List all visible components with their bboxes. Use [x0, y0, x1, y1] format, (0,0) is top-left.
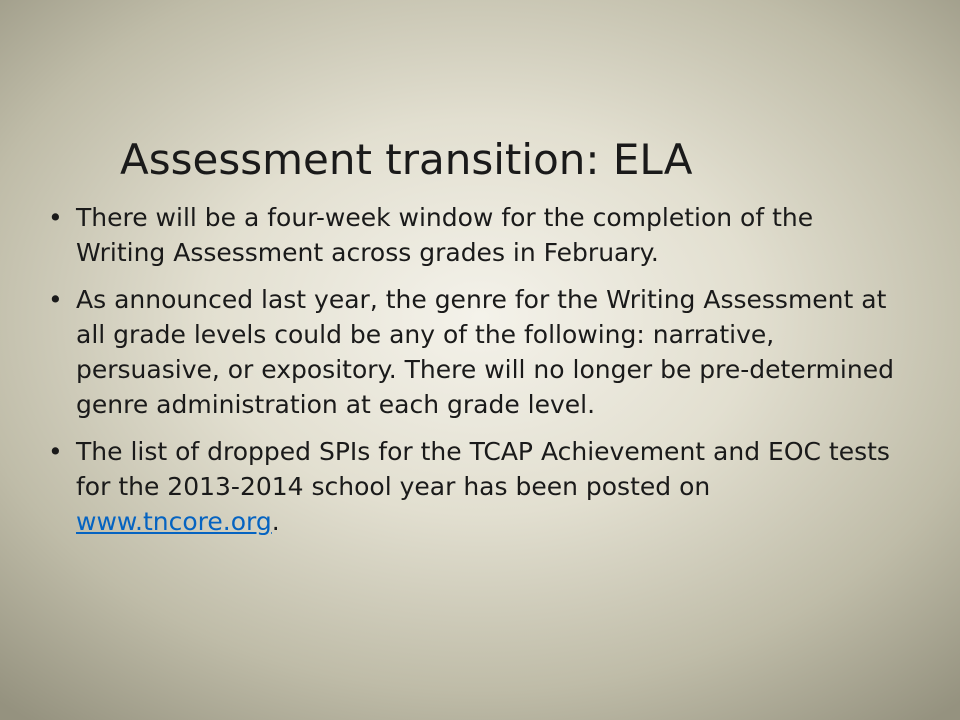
bullet-icon: • — [48, 285, 63, 314]
bullet-text: There will be a four-week window for the completion of the Writing Assessment across grades in February. — [76, 203, 814, 267]
bullet-icon: • — [48, 203, 63, 232]
bullet-item-dropped-spis — [48, 434, 904, 539]
slide-title: Assessment transition: ELA — [120, 135, 693, 184]
bullet-text: As announced last year, the genre for the Writing Assessment at all grade levels could be any of the following: narrative, persuasive, or expository. There will no longer be pre-determined genre administration at each grade level. — [76, 285, 894, 419]
bullet-item-genre — [48, 282, 904, 422]
bullet-list — [48, 200, 904, 551]
bullet-item-writing-window — [48, 200, 904, 270]
bullet-text-end: . — [271, 507, 280, 536]
tncore-link[interactable]: www.tncore.org — [76, 507, 272, 536]
bullet-text: The list of dropped SPIs for the TCAP Achievement and EOC tests for the 2013-2014 school year has been posted on — [76, 437, 890, 501]
bullet-icon: • — [48, 437, 63, 466]
